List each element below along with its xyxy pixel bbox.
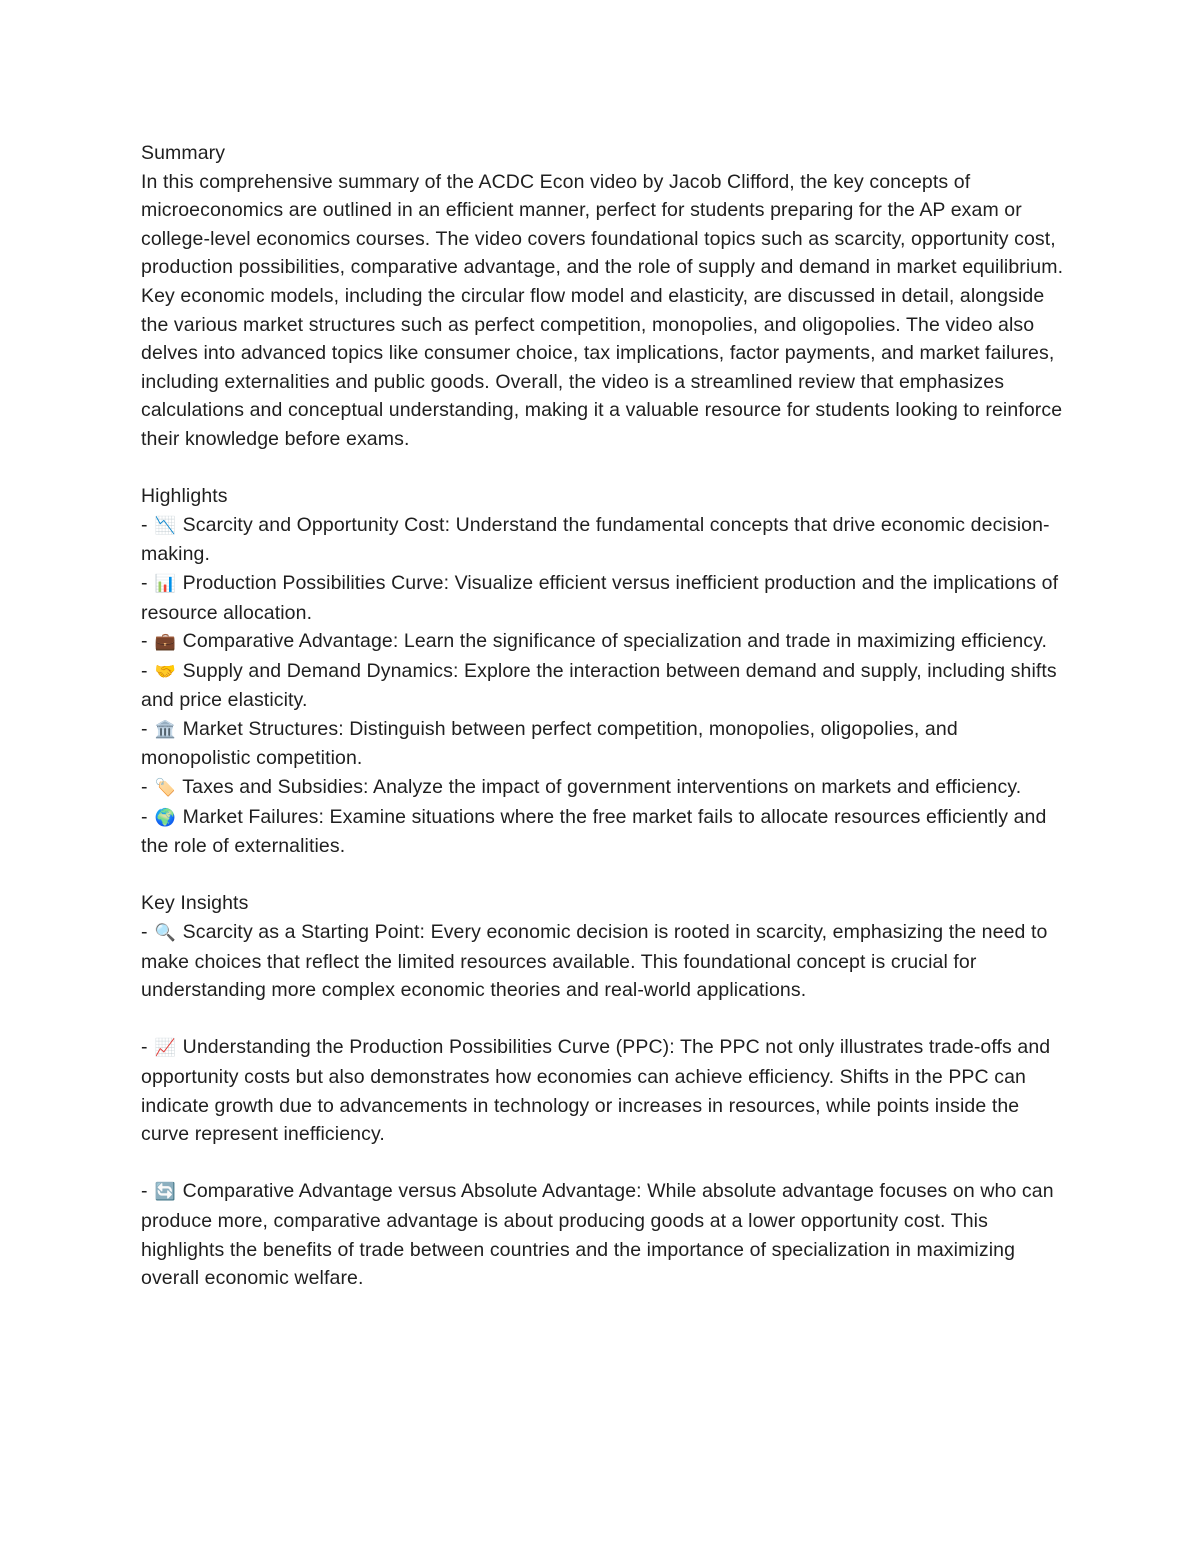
bullet-dash: - (141, 805, 154, 828)
highlight-item (141, 511, 1066, 569)
classical-building-icon: 🏛️ (154, 719, 176, 740)
magnifying-glass-icon: 🔍 (154, 923, 176, 944)
insight-text: Understanding the Production Possibilities Curve (PPC): The PPC not only illustrates trade-offs and opportunity costs but also demonstrates how economies can achieve efficiency. Shifts in the PPC can indicate growth due to advancements in technology or increases in resources, while points inside the curve represent inefficiency. (141, 1036, 1051, 1146)
highlight-item (141, 803, 1066, 861)
label-tag-icon: 🏷️ (154, 778, 176, 799)
highlight-text: Supply and Demand Dynamics: Explore the interaction between demand and supply, including shifts and price elasticity. (141, 659, 1057, 712)
bullet-dash: - (141, 1180, 154, 1203)
summary-section (141, 139, 1066, 454)
insight-item (141, 1177, 1066, 1292)
highlight-item (141, 773, 1066, 803)
cycle-arrows-icon: 🔄 (154, 1182, 176, 1203)
insight-item (141, 1033, 1066, 1148)
highlight-text: Market Failures: Examine situations where the free market fails to allocate resources efficiently and the role of externalities. (141, 805, 1047, 858)
handshake-icon: 🤝 (154, 661, 176, 682)
briefcase-icon: 💼 (154, 632, 176, 653)
highlight-item (141, 657, 1066, 715)
highlights-section (141, 482, 1066, 861)
bullet-dash: - (141, 1036, 154, 1059)
bullet-dash: - (141, 776, 154, 799)
highlight-item (141, 569, 1066, 627)
globe-icon: 🌍 (154, 807, 176, 828)
key-insights-section (141, 889, 1066, 1292)
key-insights-heading: Key Insights (141, 892, 249, 915)
highlight-item (141, 627, 1066, 657)
bullet-dash: - (141, 659, 154, 682)
insight-text: Comparative Advantage versus Absolute Advantage: While absolute advantage focuses on who can produce more, comparative advantage is about producing goods at a lower opportunity cost. This highlights the benefits of trade between countries and the importance of specialization in maximizing overall economic welfare. (141, 1180, 1054, 1290)
insight-text: Scarcity as a Starting Point: Every economic decision is rooted in scarcity, emphasizing the need to make choices that reflect the limited resources available. This foundational concept is crucial for understanding more complex economic theories and real-world applications. (141, 921, 1048, 1002)
bullet-dash: - (141, 921, 154, 944)
chart-increasing-icon: 📈 (154, 1038, 176, 1059)
bullet-dash: - (141, 630, 154, 653)
highlights-heading: Highlights (141, 485, 228, 508)
highlight-text: Production Possibilities Curve: Visualize efficient versus inefficient production and the implications of resource allocation. (141, 571, 1059, 624)
summary-heading: Summary (141, 142, 226, 164)
summary-paragraph: In this comprehensive summary of the ACDC Econ video by Jacob Clifford, the key concepts of microeconomics are outlined in an efficient manner, perfect for students preparing for the AP exam or college-level economics courses. The video covers foundational topics such as scarcity, opportunity cost, production possibilities, comparative advantage, and the role of supply and demand in market equilibrium. Key economic models, including the circular flow model and elasticity, are discussed in detail, alongside the various market structures such as perfect competition, monopolies, and oligopolies. The video also delves into advanced topics like consumer choice, tax implications, factor payments, and market failures, including externalities and public goods. Overall, the video is a streamlined review that emphasizes calculations and conceptual understanding, making it a valuable resource for students looking to reinforce their knowledge before exams. (141, 170, 1064, 450)
bullet-dash: - (141, 513, 154, 536)
highlight-item (141, 715, 1066, 773)
bullet-dash: - (141, 717, 154, 740)
insight-item (141, 918, 1066, 1005)
bar-chart-icon: 📊 (154, 573, 176, 594)
highlight-text: Taxes and Subsidies: Analyze the impact of government interventions on markets and efficiency. (177, 776, 1022, 799)
highlight-text: Comparative Advantage: Learn the significance of specialization and trade in maximizing efficiency. (177, 630, 1048, 653)
highlight-text: Market Structures: Distinguish between perfect competition, monopolies, oligopolies, and monopolistic competition. (141, 717, 958, 770)
chart-decreasing-icon: 📉 (154, 515, 176, 536)
highlight-text: Scarcity and Opportunity Cost: Understand the fundamental concepts that drive economic decision-making. (141, 513, 1050, 566)
bullet-dash: - (141, 571, 154, 594)
document-page (141, 139, 1066, 1293)
